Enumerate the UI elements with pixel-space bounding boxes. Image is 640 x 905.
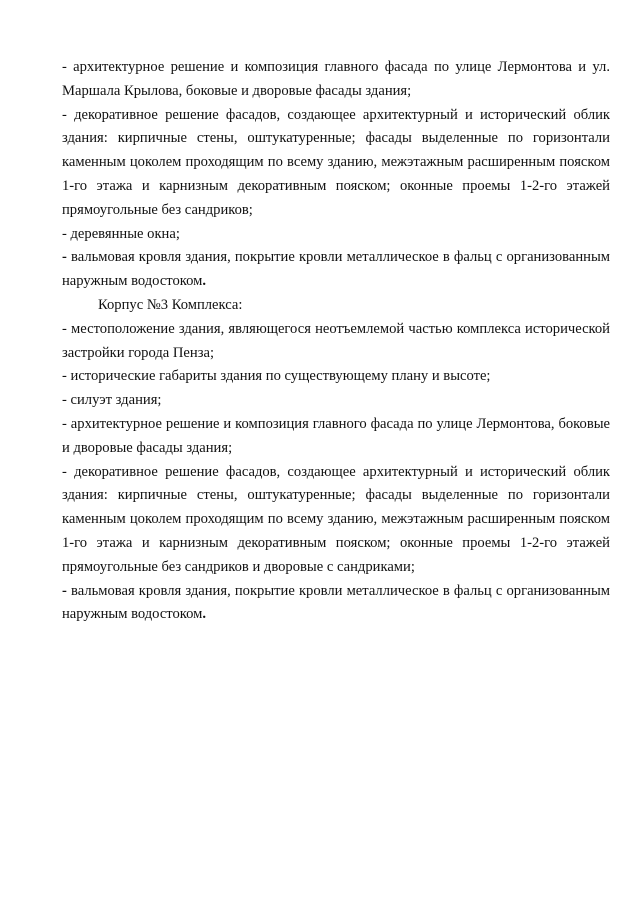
section-heading-text: Корпус №3 Комплекса: [98, 296, 243, 313]
paragraph-text: - местоположение здания, являющегося неотъемлемой частью комплекса исторической застройки города Пенза; [62, 320, 610, 361]
paragraph-decorative-facade [62, 104, 610, 223]
paragraph-silhouette [62, 389, 610, 413]
bold-dash: - [62, 249, 67, 266]
paragraph-text: - силуэт здания; [62, 392, 162, 409]
paragraph-hip-roof [62, 246, 610, 294]
paragraph-text: - деревянные окна; [62, 225, 180, 242]
paragraph-text: - архитектурное решение и композиция главного фасада по улице Лермонтова и ул. Маршала Крылова, боковые и дворовые фасады здания; [62, 59, 610, 99]
document-body [62, 56, 610, 627]
bold-period: . [202, 606, 207, 623]
paragraph-text: вальмовая кровля здания, покрытие кровли металлическое в фальц с организованным наружным водостоком [62, 582, 610, 623]
paragraph-text: - декоративное решение фасадов, создающее архитектурный и исторический облик здания: кирпичные стены, оштукатуренные; фасады выделенные по горизонтали каменным цоколем проходящим по всему зданию, межэтажным расширенным пояском 1-го этажа и карнизным декоративным пояском; оконные проемы 1-2-го этажей прямоугольные без сандриков и дворовые с сандриками; [62, 463, 610, 575]
paragraph-main-facade-composition-2 [62, 413, 610, 461]
paragraph-wooden-windows [62, 223, 610, 247]
paragraph-decorative-facade-2 [62, 461, 610, 580]
paragraph-text: - декоративное решение фасадов, создающее архитектурный и исторический облик здания: кирпичные стены, оштукатуренные; фасады выделенные по горизонтали каменным цоколем проходящим по всему зданию, межэтажным расширенным пояском 1-го этажа и карнизным декоративным пояском; оконные проемы 1-2-го этажей прямоугольные без сандриков; [62, 106, 610, 218]
paragraph-text: - исторические габариты здания по существующему плану и высоте; [62, 368, 491, 385]
section-heading-building-3 [62, 294, 610, 318]
paragraph-text: - архитектурное решение и композиция главного фасада по улице Лермонтова, боковые и дворовые фасады здания; [62, 415, 610, 456]
paragraph-location [62, 318, 610, 366]
paragraph-main-facade-composition [62, 56, 610, 104]
bold-dash: - [62, 582, 67, 599]
paragraph-historic-dimensions [62, 365, 610, 389]
bold-period: . [202, 273, 207, 290]
paragraph-hip-roof-2 [62, 580, 610, 628]
paragraph-text: вальмовая кровля здания, покрытие кровли металлическое в фальц с организованным наружным водостоком [62, 249, 610, 290]
